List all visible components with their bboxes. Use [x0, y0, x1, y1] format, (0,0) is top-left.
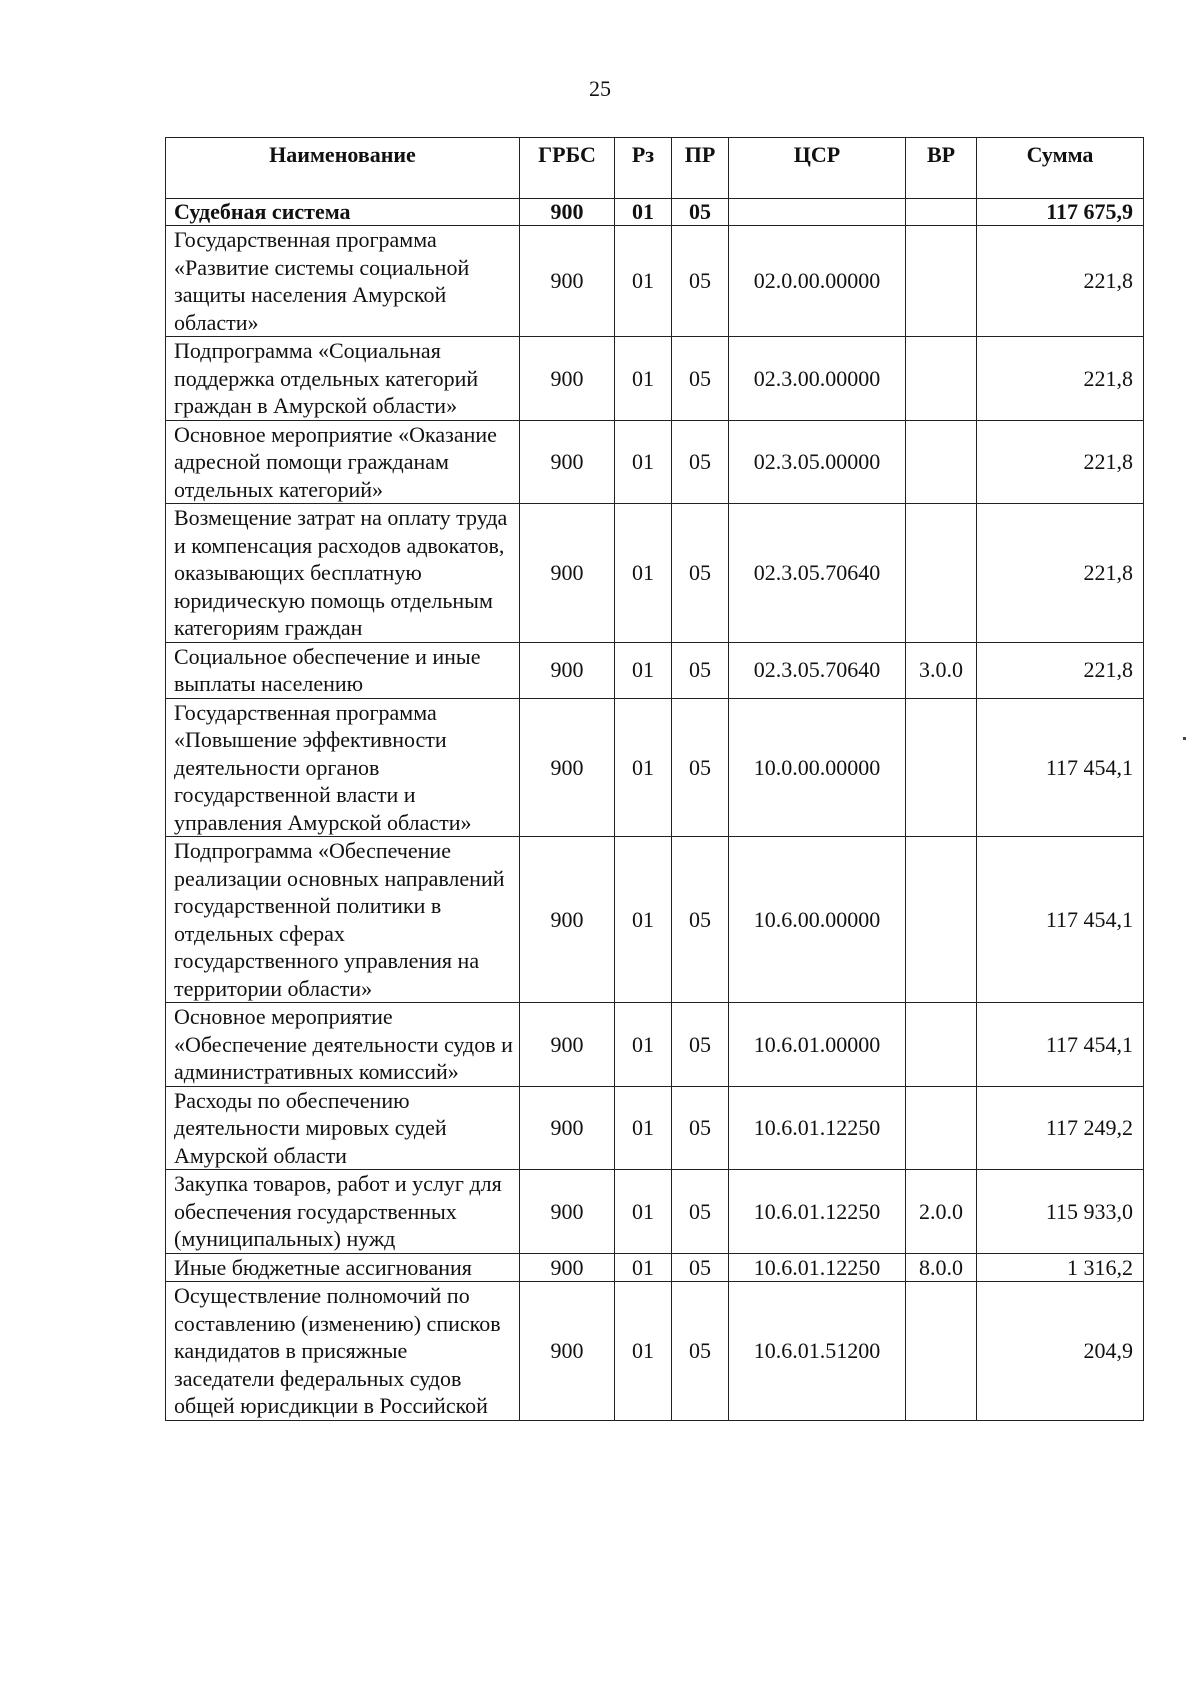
row-vr [906, 504, 977, 643]
row-rz: 01 [615, 1170, 672, 1254]
row-vr [906, 337, 977, 421]
row-name: Основное мероприятие «Оказание адресной помощи гражданам отдельных категорий» [166, 420, 520, 504]
budget-table [165, 137, 1144, 1421]
row-grbs: 900 [520, 504, 615, 643]
row-csr: 02.3.05.70640 [729, 504, 906, 643]
row-name: Государственная программа «Повышение эффективности деятельности органов государственной власти и управления Амурской области» [166, 698, 520, 837]
row-vr [906, 1282, 977, 1421]
table-row [166, 1170, 1144, 1254]
row-sum: 204,9 [977, 1282, 1144, 1421]
table-body [166, 199, 1144, 1421]
page-number: 25 [589, 76, 611, 101]
table-row [166, 337, 1144, 421]
row-sum: 221,8 [977, 642, 1144, 698]
table-row [166, 837, 1144, 1003]
header-row [166, 138, 1144, 199]
row-csr: 10.6.01.12250 [729, 1086, 906, 1170]
row-sum: 117 454,1 [977, 837, 1144, 1003]
row-pr: 05 [672, 504, 729, 643]
table-row [166, 642, 1144, 698]
row-pr: 05 [672, 1282, 729, 1421]
row-grbs: 900 [520, 337, 615, 421]
row-grbs: 900 [520, 1003, 615, 1087]
row-sum: 221,8 [977, 337, 1144, 421]
header-name: Наименование [166, 138, 520, 199]
table-row [166, 1086, 1144, 1170]
table-row [166, 226, 1144, 337]
row-pr: 05 [672, 1003, 729, 1087]
header-rz: Рз [615, 138, 672, 199]
row-rz: 01 [615, 642, 672, 698]
row-grbs: 900 [520, 199, 615, 226]
row-grbs: 900 [520, 698, 615, 837]
row-rz: 01 [615, 837, 672, 1003]
row-sum: 221,8 [977, 226, 1144, 337]
row-sum: 117 249,2 [977, 1086, 1144, 1170]
row-pr: 05 [672, 420, 729, 504]
row-pr: 05 [672, 1170, 729, 1254]
row-rz: 01 [615, 199, 672, 226]
row-sum: 115 933,0 [977, 1170, 1144, 1254]
row-csr: 02.3.05.00000 [729, 420, 906, 504]
row-rz: 01 [615, 420, 672, 504]
row-rz: 01 [615, 698, 672, 837]
row-csr: 02.0.00.00000 [729, 226, 906, 337]
row-csr: 10.6.01.12250 [729, 1253, 906, 1282]
row-vr: 2.0.0 [906, 1170, 977, 1254]
row-name: Осуществление полномочий по составлению (изменению) списков кандидатов в присяжные заседатели федеральных судов общей юрисдикции в Российской [166, 1282, 520, 1421]
row-vr [906, 1086, 977, 1170]
row-sum: 221,8 [977, 420, 1144, 504]
row-vr [906, 698, 977, 837]
row-grbs: 900 [520, 642, 615, 698]
row-pr: 05 [672, 337, 729, 421]
header-grbs: ГРБС [520, 138, 615, 199]
row-pr: 05 [672, 698, 729, 837]
row-name: Основное мероприятие «Обеспечение деятельности судов и административных комиссий» [166, 1003, 520, 1087]
row-pr: 05 [672, 199, 729, 226]
row-rz: 01 [615, 226, 672, 337]
row-vr [906, 226, 977, 337]
row-csr: 10.6.01.12250 [729, 1170, 906, 1254]
row-csr: 02.3.05.70640 [729, 642, 906, 698]
row-grbs: 900 [520, 1170, 615, 1254]
row-rz: 01 [615, 1282, 672, 1421]
row-sum: 221,8 [977, 504, 1144, 643]
table-row [166, 698, 1144, 837]
row-vr [906, 837, 977, 1003]
row-grbs: 900 [520, 837, 615, 1003]
row-csr: 02.3.00.00000 [729, 337, 906, 421]
table-row [166, 1282, 1144, 1421]
row-vr [906, 199, 977, 226]
row-csr: 10.6.00.00000 [729, 837, 906, 1003]
row-pr: 05 [672, 1086, 729, 1170]
row-pr: 05 [672, 226, 729, 337]
row-pr: 05 [672, 642, 729, 698]
row-sum: 117 675,9 [977, 199, 1144, 226]
row-name: Подпрограмма «Социальная поддержка отдельных категорий граждан в Амурской области» [166, 337, 520, 421]
header-vr: ВР [906, 138, 977, 199]
row-grbs: 900 [520, 1086, 615, 1170]
row-rz: 01 [615, 337, 672, 421]
row-grbs: 900 [520, 420, 615, 504]
row-sum: 117 454,1 [977, 698, 1144, 837]
row-csr: 10.0.00.00000 [729, 698, 906, 837]
header-csr: ЦСР [729, 138, 906, 199]
scan-speck [1183, 737, 1186, 740]
table-header [166, 138, 1144, 199]
row-name: Иные бюджетные ассигнования [166, 1253, 520, 1282]
row-name: Возмещение затрат на оплату труда и компенсация расходов адвокатов, оказывающих бесплатную юридическую помощь отдельным категориям граждан [166, 504, 520, 643]
row-vr: 8.0.0 [906, 1253, 977, 1282]
table-row [166, 1253, 1144, 1282]
table-row [166, 504, 1144, 643]
row-name: Подпрограмма «Обеспечение реализации основных направлений государственной политики в отдельных сферах государственного управления на территории области» [166, 837, 520, 1003]
row-rz: 01 [615, 1253, 672, 1282]
row-name: Судебная система [166, 199, 520, 226]
row-grbs: 900 [520, 1282, 615, 1421]
table-row [166, 199, 1144, 226]
table-row [166, 420, 1144, 504]
row-vr [906, 420, 977, 504]
row-vr: 3.0.0 [906, 642, 977, 698]
row-name: Расходы по обеспечению деятельности мировых судей Амурской области [166, 1086, 520, 1170]
row-grbs: 900 [520, 226, 615, 337]
row-pr: 05 [672, 1253, 729, 1282]
row-csr [729, 199, 906, 226]
row-vr [906, 1003, 977, 1087]
header-pr: ПР [672, 138, 729, 199]
row-name: Закупка товаров, работ и услуг для обеспечения государственных (муниципальных) нужд [166, 1170, 520, 1254]
row-rz: 01 [615, 1003, 672, 1087]
row-name: Социальное обеспечение и иные выплаты населению [166, 642, 520, 698]
table-row [166, 1003, 1144, 1087]
row-name: Государственная программа «Развитие системы социальной защиты населения Амурской области» [166, 226, 520, 337]
row-rz: 01 [615, 504, 672, 643]
row-csr: 10.6.01.51200 [729, 1282, 906, 1421]
row-grbs: 900 [520, 1253, 615, 1282]
header-sum: Сумма [977, 138, 1144, 199]
row-rz: 01 [615, 1086, 672, 1170]
row-sum: 1 316,2 [977, 1253, 1144, 1282]
row-sum: 117 454,1 [977, 1003, 1144, 1087]
row-csr: 10.6.01.00000 [729, 1003, 906, 1087]
row-pr: 05 [672, 837, 729, 1003]
